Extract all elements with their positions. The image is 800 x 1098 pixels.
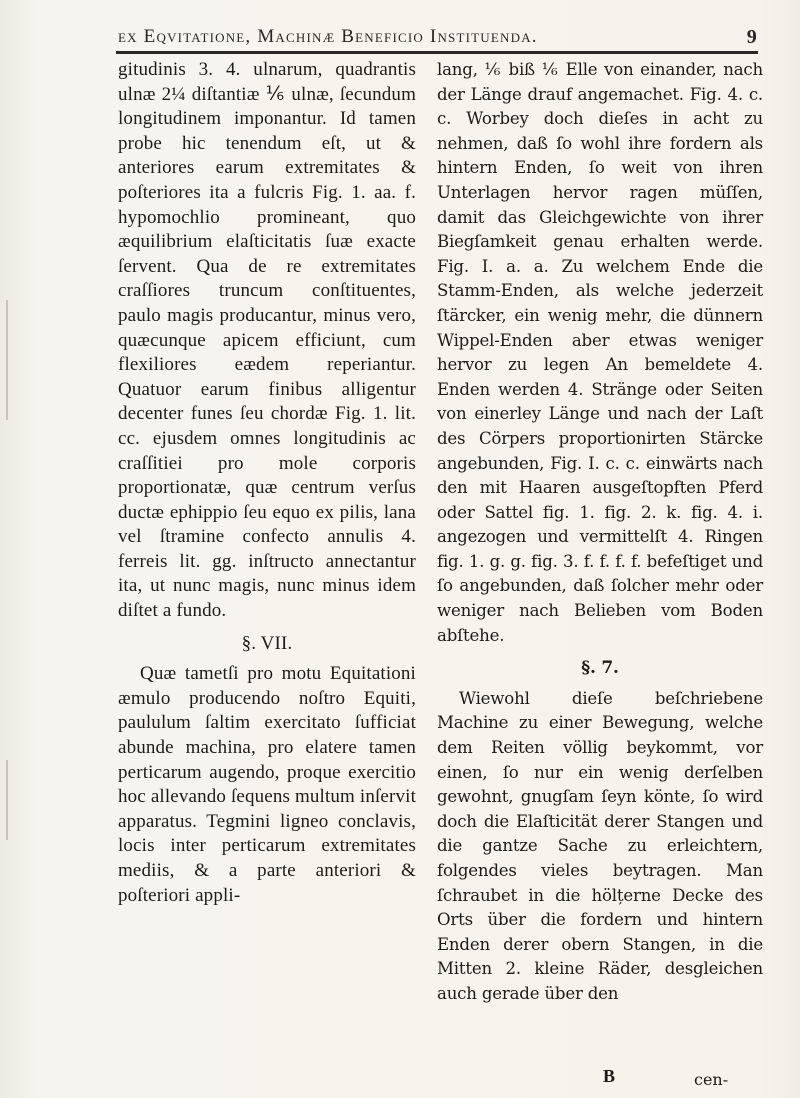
running-header <box>118 22 758 52</box>
latin-column <box>118 58 416 908</box>
gutter-shadow <box>6 300 8 420</box>
latin-paragraph-1: gitudinis 3. 4. ulnarum, quadrantis ulnæ 2¼ diſtantiæ ⅙ ulnæ, ſecundum longitudinem imponantur. Id tamen probe hic tenendum eſt, ut & anteriores earum extremitates & poſteriores ita a fulcris Fig. 1. aa. f. hypomochlio promineant, quo æquilibrium elaſticitatis ſuæ exacte ſervent. Qua de re extremitates craſſiores truncum conſtituentes, paulo magis producantur, minus vero, quæcunque apicem efficiunt, cum flexiliores eædem reperiantur. Quatuor earum finibus alligentur decenter funes ſeu chordæ Fig. 1. lit. cc. ejusdem omnes longitudinis ac craſſitiei pro mole corporis proportionatæ, quæ centrum verſus ductæ ephippio ſeu equo ex pilis, lana vel ſtramine confecto annulis 4. ferreis lit. gg. inſtructo annectantur ita, ut nunc magis, nunc minus idem diſtet a fundo. <box>118 59 416 622</box>
german-paragraph-2: Wiewohl dieſe beſchriebene Machine zu einer Bewegung, welche dem Reiten völlig beykommt, vor einen, ſo nur ein wenig derſelben gewohnt, gnugſam ſeyn könte, ſo wird doch die Elaſticität derer Stangen und die gantze Sache zu erleichtern, folgendes vieles beytragen. Man ſchraubet in die hölțerne Decke des Orts über die fordern und hintern Enden derer obern Stangen, in die Mitten 2. kleine Räder, desgleichen auch gerade über den <box>437 688 763 1003</box>
catchword: cen- <box>694 1070 729 1089</box>
latin-paragraph-2: Quæ tametſi pro motu Equitationi æmulo producendo noſtro Equiti, paululum ſaltim exercitato ſufficiat abunde machina, pro elatere tamen perticarum augendo, proque exercitio hoc allevando ſequens multum inſervit apparatus. Tegmini ligneo conclavis, locis inter perticarum extremitates mediis, & a parte anteriori & poſteriori appli- <box>118 663 416 906</box>
running-title: ex Eqvitatione, Machinæ Beneficio Instituenda. <box>118 26 538 47</box>
german-paragraph-1: lang, ⅙ biß ⅙ Elle von einander, nach der Länge drauf angemachet. Fig. 4. c. c. Worbey doch dieſes in acht zu nehmen, daß ſo wohl ihre fordern als hintern Enden, ſo weit von ihren Unterlagen hervor ragen müſſen, damit das Gleichgewichte von ihrer Biegſamkeit genau erhalten werde. Fig. I. a. a. Zu welchem Ende die Stamm-Enden, als welche jederzeit ſtärcker, ein wenig mehr, die dünnern Wippel-Enden aber etwas weniger hervor zu legen An bemeldete 4. Enden werden 4. Stränge oder Seiten von einerley Länge und nach der Laſt des Cörpers proportionirten Stärcke angebunden, Fig. I. c. c. einwärts nach den mit Haaren ausgeſtopften Pferd oder Sattel fig. 1. fig. 2. k. fig. 4. i. angezogen und vermittelſt 4. Ringen fig. 1. g. g. fig. 3. f. f. f. f. befeſtiget und ſo angebunden, daß ſolcher mehr oder weniger nach Belieben vom Boden abſtehe. <box>437 60 763 645</box>
german-section-heading: §. 7. <box>581 658 619 679</box>
signature-mark: B <box>603 1066 616 1086</box>
german-column <box>437 58 763 1007</box>
page-number: 9 <box>746 26 758 48</box>
gutter-shadow <box>6 760 8 840</box>
header-rule <box>116 51 758 54</box>
latin-section-heading: §. VII. <box>241 632 293 654</box>
